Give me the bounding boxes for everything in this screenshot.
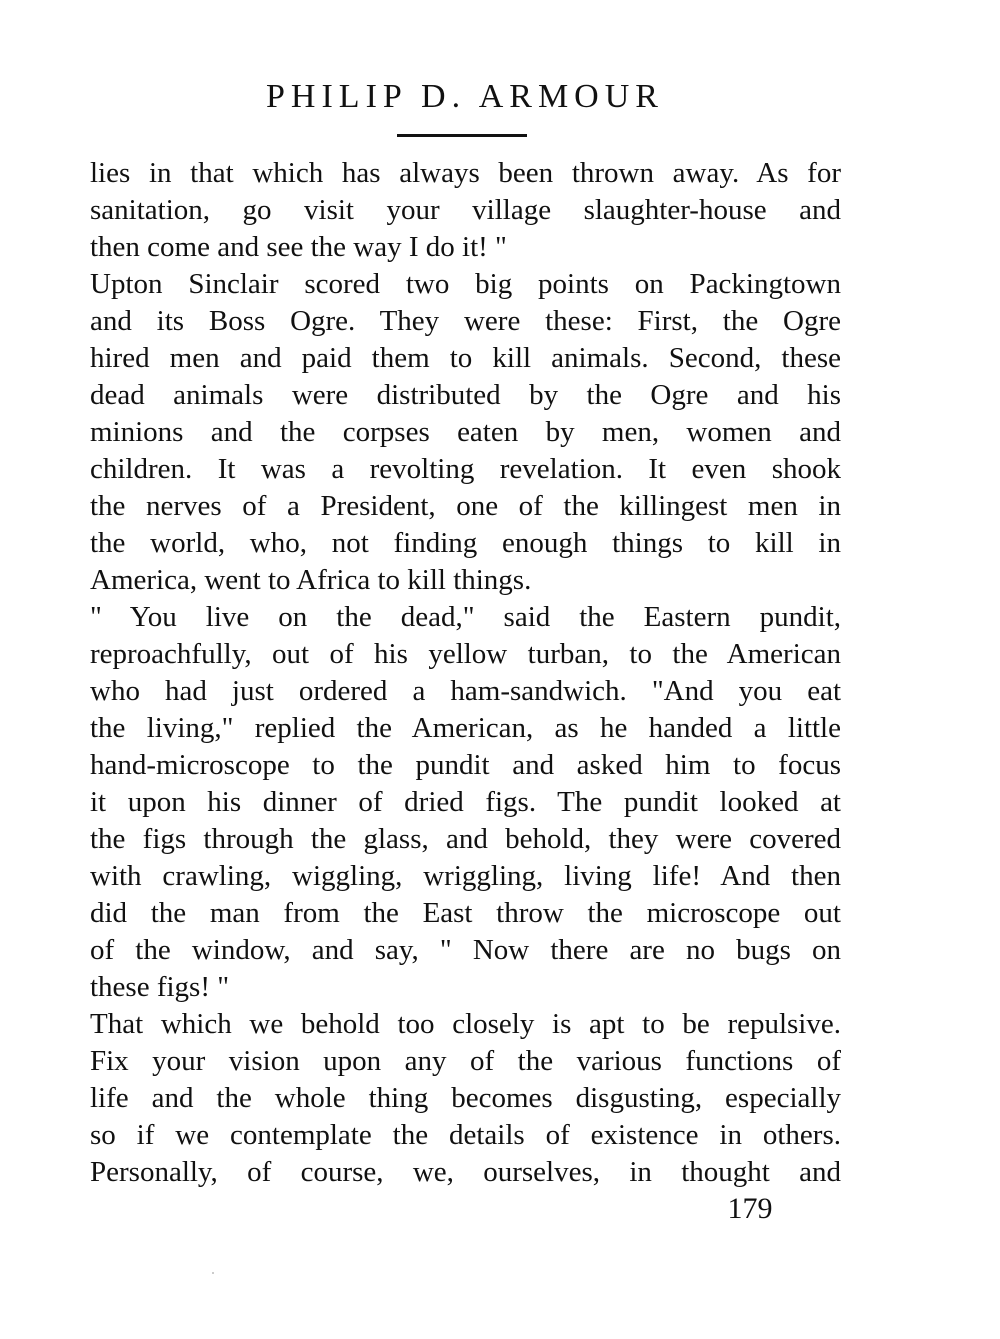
- text-line: who had just ordered a ham-sandwich. "And you eat: [90, 675, 841, 707]
- text-line: so if we contemplate the details of existence in others.: [90, 1119, 841, 1151]
- text-line: sanitation, go visit your village slaughter-house and: [90, 194, 841, 226]
- text-line: America, went to Africa to kill things.: [90, 564, 532, 596]
- running-title: PHILIP D. ARMOUR: [266, 78, 664, 115]
- text-line: dead animals were distributed by the Ogre and his: [90, 379, 841, 411]
- text-line: then come and see the way I do it! ": [90, 231, 507, 263]
- text-line: Upton Sinclair scored two big points on Packingtown: [90, 268, 841, 300]
- text-line: Fix your vision upon any of the various functions of: [90, 1045, 841, 1077]
- text-line: lies in that which has always been thrown away. As for: [90, 157, 841, 189]
- text-line: hand-microscope to the pundit and asked him to focus: [90, 749, 841, 781]
- text-line: Personally, of course, we, ourselves, in thought and: [90, 1156, 841, 1188]
- text-line: the figs through the glass, and behold, they were covered: [90, 823, 841, 855]
- paper-speck: [212, 1272, 214, 1274]
- text-line: and its Boss Ogre. They were these: First, the Ogre: [90, 305, 841, 337]
- text-line: the world, who, not finding enough things to kill in: [90, 527, 841, 559]
- text-line: reproachfully, out of his yellow turban, to the American: [90, 638, 841, 670]
- body-text: [90, 155, 841, 1191]
- text-line: the living," replied the American, as he handed a little: [90, 712, 841, 744]
- text-line: children. It was a revolting revelation. It even shook: [90, 453, 841, 485]
- text-line: the nerves of a President, one of the killingest men in: [90, 490, 841, 522]
- text-line: these figs! ": [90, 971, 230, 1003]
- text-line: minions and the corpses eaten by men, women and: [90, 416, 841, 448]
- text-line: did the man from the East throw the microscope out: [90, 897, 841, 929]
- text-line: That which we behold too closely is apt to be repulsive.: [90, 1008, 841, 1040]
- text-line: " You live on the dead," said the Eastern pundit,: [90, 601, 841, 633]
- title-rule: [397, 134, 527, 137]
- text-line: it upon his dinner of dried figs. The pundit looked at: [90, 786, 841, 818]
- text-line: with crawling, wiggling, wriggling, living life! And then: [90, 860, 841, 892]
- text-line: hired men and paid them to kill animals. Second, these: [90, 342, 841, 374]
- text-line: life and the whole thing becomes disgusting, especially: [90, 1082, 841, 1114]
- page-number: 179: [727, 1192, 773, 1225]
- text-line: of the window, and say, " Now there are no bugs on: [90, 934, 841, 966]
